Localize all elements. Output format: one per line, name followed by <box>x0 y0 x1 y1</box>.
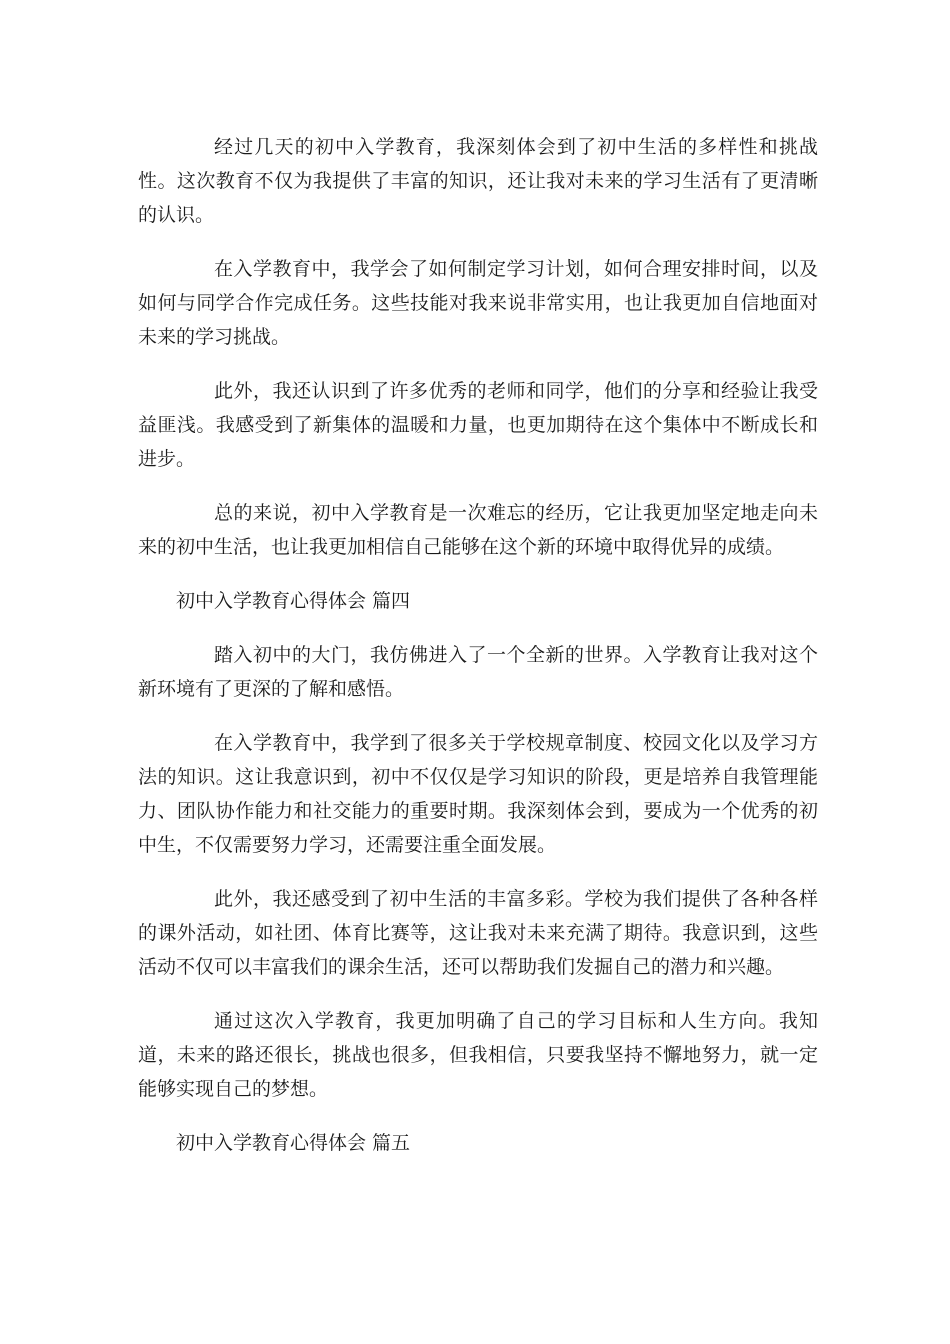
document-page <box>138 130 818 1180</box>
paragraph-b2: 在入学教育中，我学到了很多关于学校规章制度、校园文化以及学习方法的知识。这让我意识到，初中不仅仅是学习知识的阶段，更是培养自我管理能力、团队协作能力和社交能力的重要时期。我深刻体会到，要成为一个优秀的初中生，不仅需要努力学习，还需要注重全面发展。 <box>138 732 818 856</box>
paragraph-b4: 通过这次入学教育，我更加明确了自己的学习目标和人生方向。我知道，未来的路还很长，挑战也很多，但我相信，只要我坚持不懈地努力，就一定能够实现自己的梦想。 <box>138 1010 818 1100</box>
section-heading-4: 初中入学教育心得体会 篇四 <box>176 590 411 612</box>
paragraph-a4: 总的来说，初中入学教育是一次难忘的经历，它让我更加坚定地走向未来的初中生活，也让我更加相信自己能够在这个新的环境中取得优异的成绩。 <box>138 502 818 558</box>
paragraph-a1: 经过几天的初中入学教育，我深刻体会到了初中生活的多样性和挑战性。这次教育不仅为我提供了丰富的知识，还让我对未来的学习生活有了更清晰的认识。 <box>138 136 818 226</box>
paragraph-b1: 踏入初中的大门，我仿佛进入了一个全新的世界。入学教育让我对这个新环境有了更深的了解和感悟。 <box>138 644 818 700</box>
paragraph-a2: 在入学教育中，我学会了如何制定学习计划，如何合理安排时间，以及如何与同学合作完成任务。这些技能对我来说非常实用，也让我更加自信地面对未来的学习挑战。 <box>138 258 818 348</box>
paragraph-a3: 此外，我还认识到了许多优秀的老师和同学，他们的分享和经验让我受益匪浅。我感受到了新集体的温暖和力量，也更加期待在这个集体中不断成长和进步。 <box>138 380 818 470</box>
section-heading-5: 初中入学教育心得体会 篇五 <box>176 1132 411 1154</box>
paragraph-b3: 此外，我还感受到了初中生活的丰富多彩。学校为我们提供了各种各样的课外活动，如社团、体育比赛等，这让我对未来充满了期待。我意识到，这些活动不仅可以丰富我们的课余生活，还可以帮助我们发掘自己的潜力和兴趣。 <box>138 888 818 978</box>
